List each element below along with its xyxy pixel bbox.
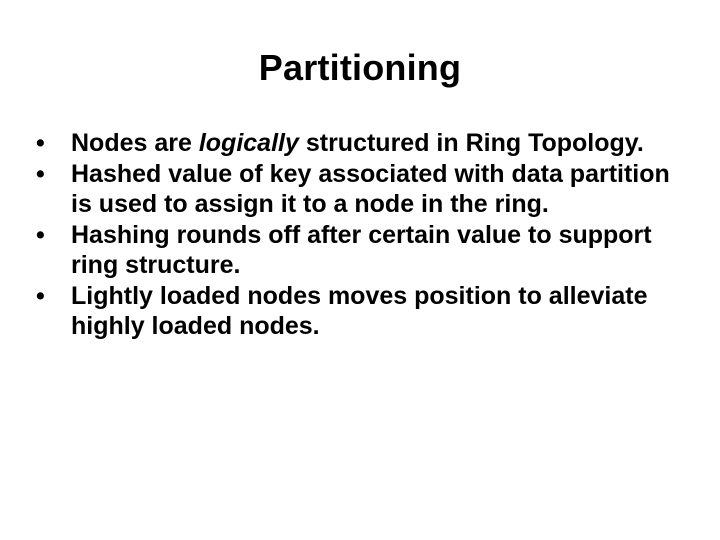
bullet-icon: • xyxy=(36,159,45,188)
bullet-icon: • xyxy=(36,220,45,249)
slide-title: Partitioning xyxy=(258,47,462,88)
bullet-text: Lightly loaded nodes moves position to alleviate highly loaded nodes. xyxy=(71,281,648,340)
bullet-icon: • xyxy=(36,129,45,157)
bullet-item xyxy=(36,281,676,342)
bullet-icon: • xyxy=(36,281,45,310)
bullet-text-part: Nodes are xyxy=(71,129,199,157)
bullet-emphasis: logically xyxy=(198,129,299,157)
bullet-list xyxy=(36,128,676,342)
bullet-text: Hashing rounds off after certain value to support ring structure. xyxy=(71,220,652,279)
bullet-text-part: structured in Ring Topology. xyxy=(298,129,644,157)
bullet-item xyxy=(36,220,676,281)
bullet-item xyxy=(36,159,676,220)
bullet-text: Hashed value of key associated with data partition is used to assign it to a node in the ring. xyxy=(71,159,670,218)
bullet-item xyxy=(36,128,676,159)
bullet-text xyxy=(71,129,644,157)
